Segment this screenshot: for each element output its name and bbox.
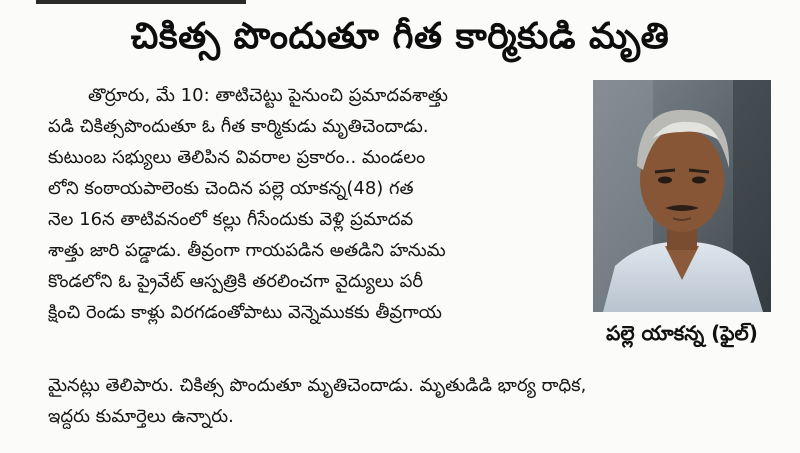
article-line: మైనట్లు తెలిపారు. చికిత్స పొందుతూ మృతిచెందాడు. మృతుడిడి భార్య రాధిక,	[48, 375, 587, 396]
article-line: శాత్తు జారి పడ్డాడు. తీవ్రంగా గాయపడిన అతడిని హనుమ	[48, 240, 446, 261]
article-line: ఇద్దరు కుమార్తెలు ఉన్నారు.	[48, 406, 234, 427]
article-line: నెల 16న తాటివనంలో కల్లు గీసేందుకు వెళ్లి ప్రమాదవ	[48, 209, 414, 230]
article-line: కొండలోని ఓ ప్రైవేట్ ఆస్పత్రికి తరలించగా వైద్యులు పరీ	[48, 271, 424, 292]
article-headline: చికిత్స పొందుతూ గీత కార్మికుడి మృతి	[130, 16, 670, 57]
person-photo-illustration	[593, 80, 771, 312]
article-body-full	[48, 370, 768, 432]
article-line: లోని కంఠాయపాలెంకు చెందిన పల్లె యాకన్న(48) గత	[48, 178, 414, 199]
article-line: పడి చికిత్సపొందుతూ ఓ గీత కార్మికుడు మృతిచెందాడు.	[48, 116, 429, 137]
photo-caption: పల్లె యాకన్న (ఫైల్)	[606, 321, 758, 345]
article-body-column	[48, 80, 588, 328]
article-line: క్షించి రెండు కాళ్లు విరగడంతోపాటు వెన్నెముకకు తీవ్రగాయ	[48, 302, 442, 323]
person-photo	[593, 80, 771, 312]
top-rule	[36, 0, 246, 4]
article-line: కుటుంబ సభ్యులు తెలిపిన వివరాల ప్రకారం.. మండలం	[48, 147, 426, 168]
article-line: తొర్రూరు, మే 10: తాటిచెట్టు పైనుంచి ప్రమాదవశాత్తు	[88, 85, 448, 106]
